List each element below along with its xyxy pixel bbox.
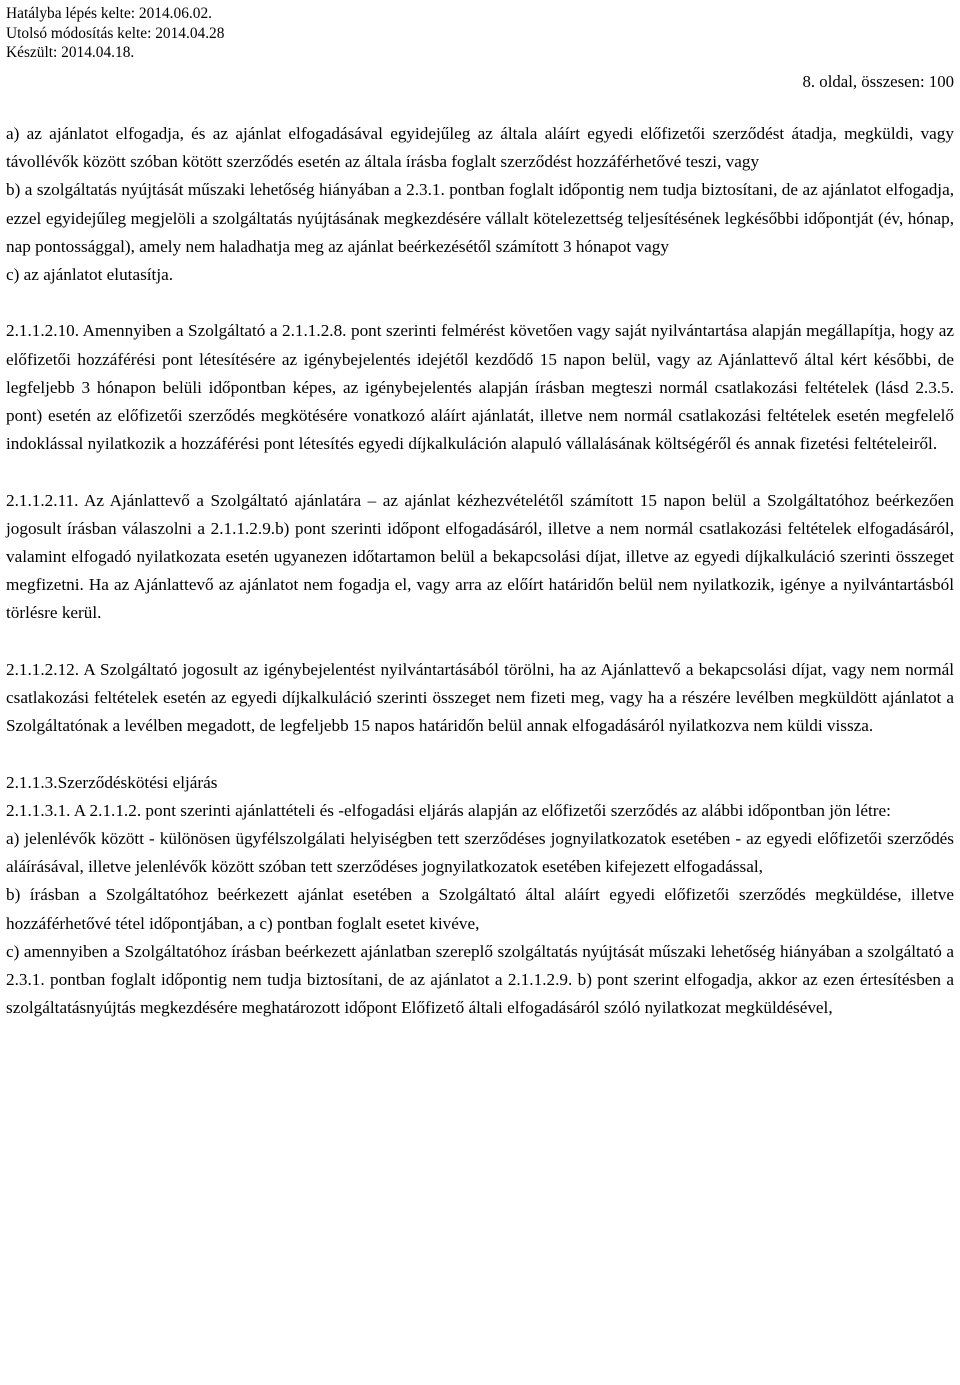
page-number: 8. oldal, összesen: 100 — [802, 72, 954, 91]
paragraph-2-1-1-2-12: 2.1.1.2.12. A Szolgáltató jogosult az igénybejelentést nyilvántartásából törölni, ha az Ajánlattevő a bekapcsolási díjat, vagy nem normál csatlakozási feltételek esetén az egyedi díjkalkuláció szerinti összeget nem fizeti meg, vagy ha a részére levélben megküldött ajánlatot a Szolgáltatónak a levélben megadott, de legfeljebb 15 napos határidőn belül annak elfogadásáról nyilatkozva nem küldi vissza. — [6, 659, 954, 736]
paragraph-2-1-1-3-1-c: c) amennyiben a Szolgáltatóhoz írásban beérkezett ajánlatban szereplő szolgáltatás nyújtását műszaki lehetőség hiányában a szolgáltató a 2.3.1. pontban foglalt időpontig nem tudja biztosítani, de az ajánlatot a 2.1.1.2.9. b) pont szerint elfogadja, akkor az ezen értesítésben a szolgáltatásnyújtás megkezdésére meghatározott időpont Előfizető általi elfogadásáról szóló nyilatkozat megküldésével, — [6, 941, 954, 1018]
spacer — [6, 458, 954, 486]
document-body — [6, 120, 954, 1022]
paragraph-2-1-1-2-10: 2.1.1.2.10. Amennyiben a Szolgáltató a 2.1.1.2.8. pont szerinti felmérést követően vagy saját nyilvántartása alapján megállapítja, hogy az előfizetői hozzáférési pont létesítésére az igénybejelentés idejétől kezdődő 15 napon belül, vagy az Ajánlattevő által kért későbbi, de legfeljebb 3 hónapon belüli időpontban képes, az igénybejelentés alapján írásban megteszi normál csatlakozási feltételek (lásd 2.3.5. pont) esetén az előfizetői szerződés megkötésére vonatkozó aláírt ajánlatát, illetve nem normál csatlakozási feltételek esetén megfelelő indoklással nyilatkozik a hozzáférési pont létesítés egyedi díjkalkuláción alapuló vállalásának költségéről és annak fizetési feltételeiről. — [6, 321, 954, 454]
spacer — [6, 289, 954, 317]
paragraph-2-1-1-3-1-a: a) jelenlévők között - különösen ügyfélszolgálati helyiségben tett szerződéses jognyilatkozatok esetében - az egyedi előfizetői szerződés aláírásával, illetve jelenlévők között szóban tett szerződéses jognyilatkozatok esetében kifejezett elfogadással, — [6, 829, 954, 877]
paragraph-2-1-1-3-1: 2.1.1.3.1. A 2.1.1.2. pont szerinti ajánlattételi és -elfogadási eljárás alapján az előfizetői szerződés az alábbi időpontban jön létre: — [6, 800, 891, 820]
last-modified-date: Utolsó módosítás kelte: 2014.04.28 — [6, 24, 225, 42]
created-date: Készült: 2014.04.18. — [6, 44, 135, 62]
effective-date: Hatályba lépés kelte: 2014.06.02. — [6, 5, 213, 22]
paragraph-b: b) a szolgáltatás nyújtását műszaki lehetőség hiányában a 2.3.1. pontban foglalt időpontig nem tudja biztosítani, de az ajánlatot elfogadja, ezzel egyidejűleg megjelöli a szolgáltatás nyújtásának megkezdésére vállalt kötelezettség teljesítésének legkésőbbi időpontját (év, hónap, nap pontossággal), amely nem haladhatja meg az ajánlat beérkezésétől számított 3 hónapot vagy — [6, 180, 954, 256]
paragraph-a: a) az ajánlatot elfogadja, és az ajánlat elfogadásával egyidejűleg az általa aláírt egyedi előfizetői szerződést átadja, megküldi, vagy távollévők között szóban kötött szerződés esetén az általa írásba foglalt szerződést hozzáférhetővé teszi, vagy — [6, 124, 954, 172]
document-header — [6, 4, 224, 63]
spacer — [6, 740, 954, 768]
paragraph-c: c) az ajánlatot elutasítja. — [6, 265, 174, 285]
spacer — [6, 628, 954, 656]
paragraph-2-1-1-3-1-b: b) írásban a Szolgáltatóhoz beérkezett ajánlat esetében a Szolgáltató által aláírt egyedi előfizetői szerződés megküldése, illetve hozzáférhetővé tétel időpontjában, a c) pontban foglalt esetet kivéve, — [6, 885, 954, 933]
section-heading-2-1-1-3: 2.1.1.3.Szerződéskötési eljárás — [6, 772, 218, 792]
paragraph-2-1-1-2-11: 2.1.1.2.11. Az Ajánlattevő a Szolgáltató ajánlatára – az ajánlat kézhezvételétől számított 15 napon belül a Szolgáltatóhoz beérkezően jogosult írásban válaszolni a 2.1.1.2.9.b) pont szerinti időpont elfogadásáról, illetve a nem normál csatlakozási feltételek elfogadásáról, valamint elfogadó nyilatkozata esetén ugyanezen időtartamon belül a bekapcsolási díjat, illetve az egyedi díjkalkuláció szerinti összeget megfizetni. Ha az Ajánlattevő az ajánlatot nem fogadja el, vagy arra az előírt határidőn belül nem nyilatkozik, igénye a nyilvántartásból törlésre kerül. — [6, 490, 954, 623]
